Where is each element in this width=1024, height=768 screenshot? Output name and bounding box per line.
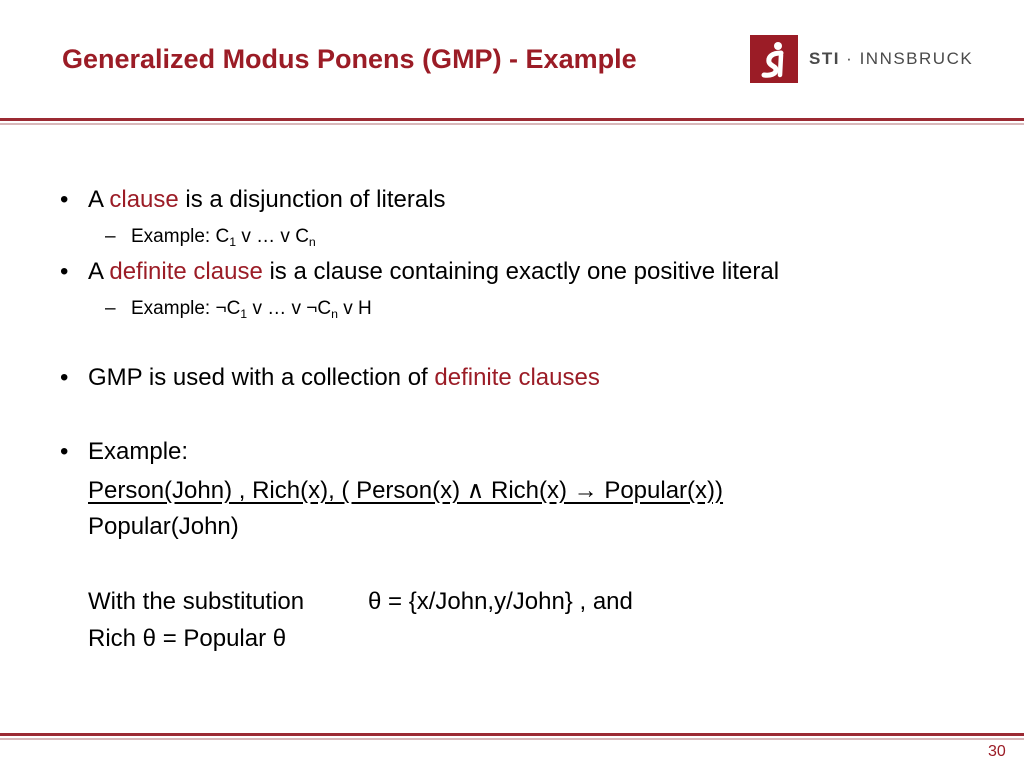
- example-conclusion: Popular(John): [88, 513, 239, 540]
- bullet-marker: •: [60, 258, 69, 285]
- sti-figure-icon: [750, 35, 798, 83]
- substitution-value: θ = {x/John,y/John} , and: [368, 588, 633, 615]
- sub-bullet-clause-example: [131, 226, 316, 248]
- bullet-text: is a disjunction of literals: [178, 186, 446, 213]
- slide-title: Generalized Modus Ponens (GMP) - Example: [62, 44, 637, 74]
- subscript: n: [331, 307, 338, 321]
- bullet-gmp-usage: [88, 364, 600, 392]
- bullet-text: GMP is used with a collection of: [88, 364, 435, 391]
- header-rule-light: [0, 123, 1024, 125]
- logo-separator: ·: [839, 49, 860, 68]
- bullet-marker: •: [60, 438, 69, 465]
- sub-bullet-definite-clause-example: [131, 298, 372, 320]
- footer-rule: [0, 733, 1024, 736]
- sub-bullet-text: Example: C: [131, 226, 230, 247]
- page-number: 30: [988, 743, 1006, 760]
- sub-bullet-text: Example: ¬C: [131, 298, 241, 319]
- sub-bullet-marker: –: [105, 298, 116, 319]
- bullet-definite-clause-definition: [88, 258, 779, 286]
- bullet-text: A: [88, 258, 110, 285]
- bullet-marker: •: [60, 186, 69, 213]
- highlight-term-definite-clauses: definite clauses: [434, 364, 600, 391]
- subscript: n: [308, 235, 316, 249]
- highlight-term-clause: clause: [109, 186, 179, 213]
- header-rule: [0, 118, 1024, 121]
- logo-text: [809, 49, 973, 69]
- footer-rule-light: [0, 738, 1024, 740]
- subscript: 1: [229, 235, 237, 249]
- substitution-label: With the substitution: [88, 588, 305, 615]
- sub-bullet-text: v … v C: [236, 226, 309, 247]
- sub-bullet-text: v … v ¬C: [247, 298, 332, 319]
- bullet-marker: •: [60, 364, 69, 391]
- bullet-text: A: [88, 186, 110, 213]
- bullet-clause-definition: [88, 186, 446, 214]
- logo-place: INNSBRUCK: [859, 49, 974, 68]
- example-label: Example:: [88, 438, 189, 465]
- highlight-term-definite-clause: definite clause: [109, 258, 263, 285]
- unification-equation: Rich θ = Popular θ: [88, 625, 287, 652]
- bullet-text: is a clause containing exactly one positive literal: [262, 258, 780, 285]
- logo-brand: STI: [809, 49, 840, 68]
- subscript: 1: [240, 307, 248, 321]
- sub-bullet-marker: –: [105, 226, 116, 247]
- example-premises: Person(John) , Rich(x), ( Person(x) ∧ Rich(x) → Popular(x)): [88, 477, 724, 504]
- sub-bullet-text: v H: [337, 298, 372, 319]
